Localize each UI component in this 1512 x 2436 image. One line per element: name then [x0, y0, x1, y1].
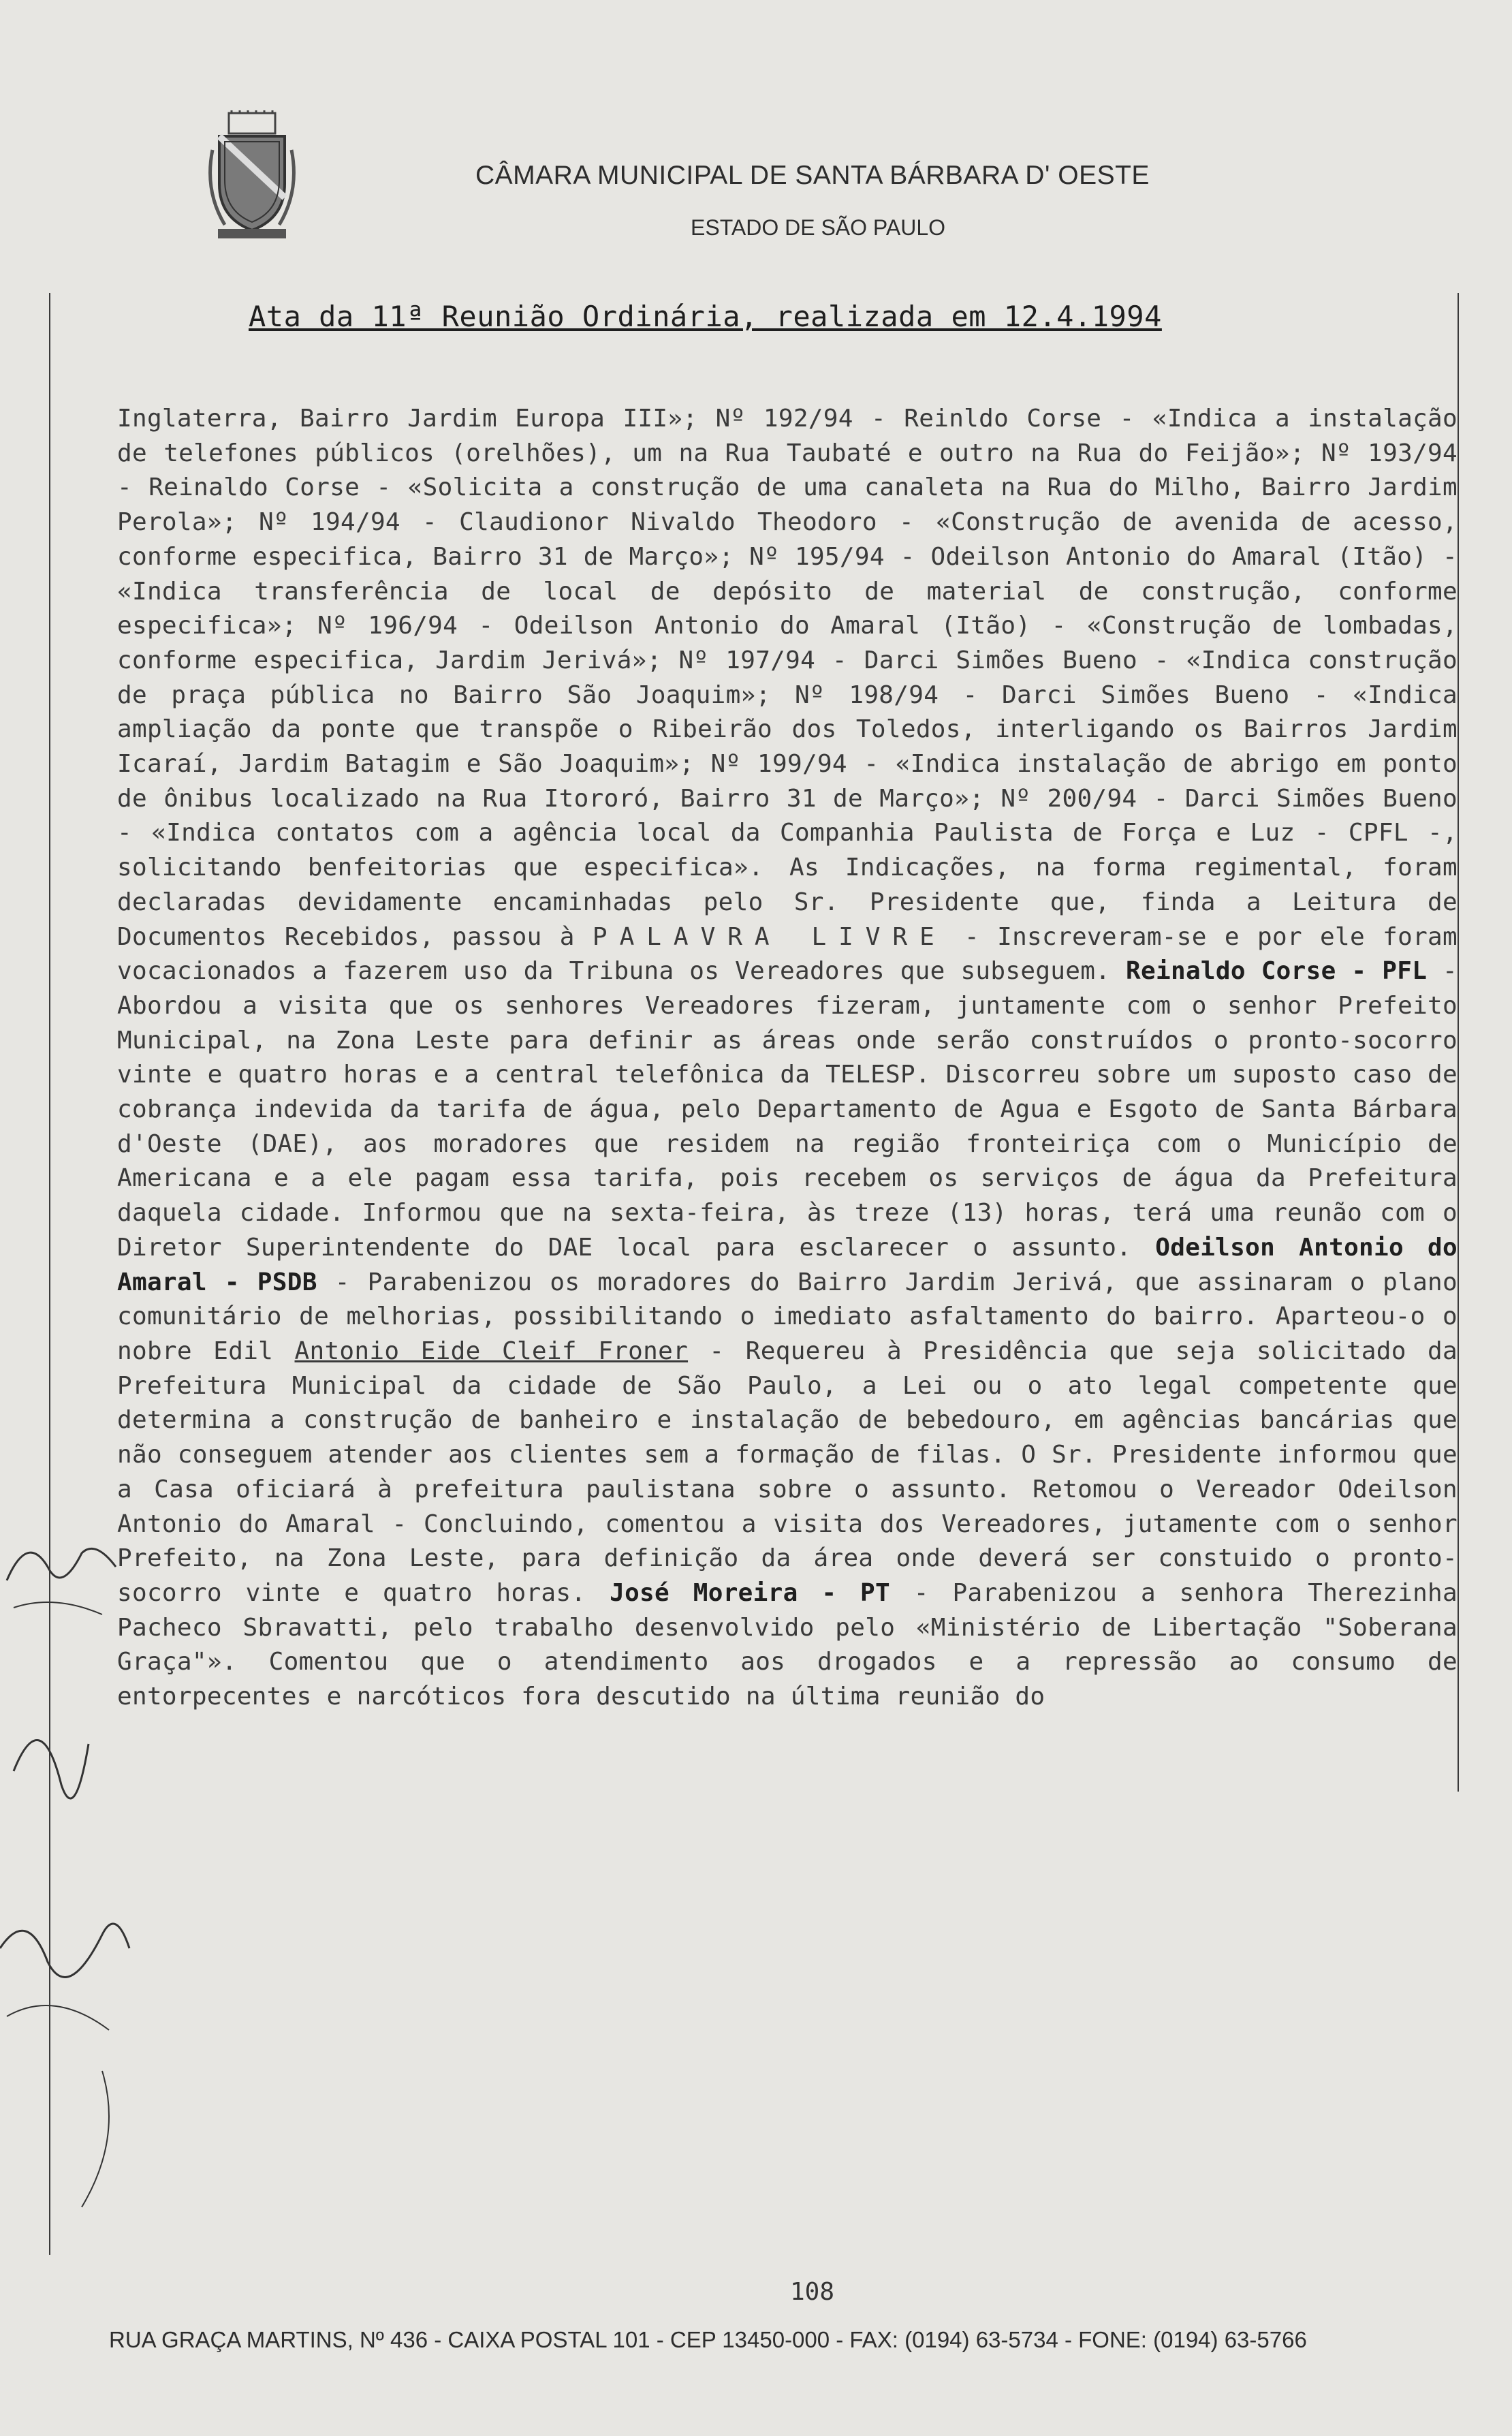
margin-line-right [1458, 293, 1459, 1792]
body-text-2: - Inscreveram-se e por ele foram vocacionados a fazerem uso da Tribuna os Vereadores que subseguem. [117, 922, 1458, 986]
state-name: ESTADO DE SÃO PAULO [691, 215, 946, 240]
speaker-antonio-froner: Antonio Eide Cleif Froner [294, 1337, 689, 1365]
body-text-4: - Parabenizou os moradores do Bairro Jardim Jerivá, que assinaram o plano comunitário de melhorias, possibilitando o imediato asfaltamento do bairro. Aparteou-o o nobre Edil [117, 1268, 1458, 1365]
speaker-reinaldo-corse: Reinaldo Corse - PFL [1126, 957, 1428, 986]
institution-name: CÂMARA MUNICIPAL DE SANTA BÁRBARA D' OESTE [475, 161, 1150, 190]
body-text-3: - Abordou a visita que os senhores Vereadores fizeram, juntamente com o senhor Prefeito Municipal, na Zona Leste para definir as áreas onde serão construídos o pronto-socorro vinte e quatro horas e a central telefônica da TELESP. Discorreu sobre um suposto caso de cobrança indevida da tarifa de água, pelo Departamento de Agua e Esgoto de Santa Bárbara d'Oeste (DAE), aos moradores que residem na região fronteiriça com o Município de Americana e a ele pagam essa tarifa, pois recebem os serviços de água da Prefeitura daquela cidade. Informou que na sexta-feira, às treze (13) horas, terá uma reunão com o Diretor Superintendente do DAE local para esclarecer o assunto. [117, 957, 1458, 1262]
page-number: 108 [790, 2278, 835, 2306]
speaker-jose-moreira: José Moreira - PT [610, 1578, 891, 1607]
minutes-title: Ata da 11ª Reunião Ordinária, realizada em 12.4.1994 [249, 300, 1162, 333]
speaker-odeilson-amaral: Odeilson Antonio do Amaral - PSDB [117, 1233, 1458, 1296]
margin-signatures-icon [0, 1526, 136, 2275]
footer-address: RUA GRAÇA MARTINS, Nº 436 - CAIXA POSTAL 101 - CEP 13450-000 - FAX: (0194) 63-5734 - FONE: (0194) 63-5766 [109, 2327, 1307, 2352]
body-text-6: - Parabenizou a senhora Therezinha Pacheco Sbravatti, pelo trabalho desenvolvido pelo «Ministério de Libertação "Soberana Graça"». Comentou que o atendimento aos drogados e a repressão ao consumo de entorpecentes e narcóticos fora descutido na última reunião do [117, 1578, 1458, 1711]
minutes-body [117, 402, 1458, 1715]
body-text-1: Inglaterra, Bairro Jardim Europa III»; Nº 192/94 - Reinldo Corse - «Indica a instalação de telefones públicos (orelhões), um na Rua Taubaté e outro na Rua do Feijão»; Nº 193/94 - Reinaldo Corse - «Solicita a construção de uma canaleta na Rua do Milho, Bairro Jardim Perola»; Nº 194/94 - Claudionor Nivaldo Theodoro - «Construção de avenida de acesso, conforme especifica, Bairro 31 de Março»; Nº 195/94 - Odeilson Antonio do Amaral (Itão) - «Indica transferência de local de depósito de material de construção, conforme especifica»; Nº 196/94 - Odeilson Antonio do Amaral (Itão) - «Construção de lombadas, conforme especifica, Jardim Jerivá»; Nº 197/94 - Darci Simões Bueno - «Indica construção de praça pública no Bairro São Joaquim»; Nº 198/94 - Darci Simões Bueno - «Indica ampliação da ponte que transpõe o Ribeirão dos Toledos, interligando os Bairros Jardim Icaraí, Jardim Batagim e São Joaquim»; Nº 199/94 - «Indica instalação de abrigo em ponto de ônibus localizado na Rua Itororó, Bairro 31 de Março»; Nº 200/94 - Darci Simões Bueno - «Indica contatos com a agência local da Companhia Paulista de Força e Luz - CPFL -, solicitando benfeitorias que especifica». As Indicações, na forma regimental, foram declaradas devidamente encaminhadas pelo Sr. Presidente que, finda a Leitura de Documentos Recebidos, passou à [117, 405, 1458, 951]
body-text-5: - Requereu à Presidência que seja solicitado da Prefeitura Municipal da cidade de São Paulo, a Lei ou o ato legal competente que determina a construção de banheiro e instalação de bebedouro, em agências bancárias que não conseguem atender aos clientes sem a formação de filas. O Sr. Presidente informou que a Casa oficiará à prefeitura paulistana sobre o assunto. Retomou o Vereador Odeilson Antonio do Amaral - Concluindo, comentou a visita dos Vereadores, jutamente com o senhor Prefeito, na Zona Leste, para definição da área onde deverá ser constuido o pronto-socorro vinte e quatro horas. [117, 1337, 1458, 1607]
palavra-livre-heading: PALAVRA LIVRE [592, 922, 947, 951]
coat-of-arms-icon [204, 109, 300, 245]
